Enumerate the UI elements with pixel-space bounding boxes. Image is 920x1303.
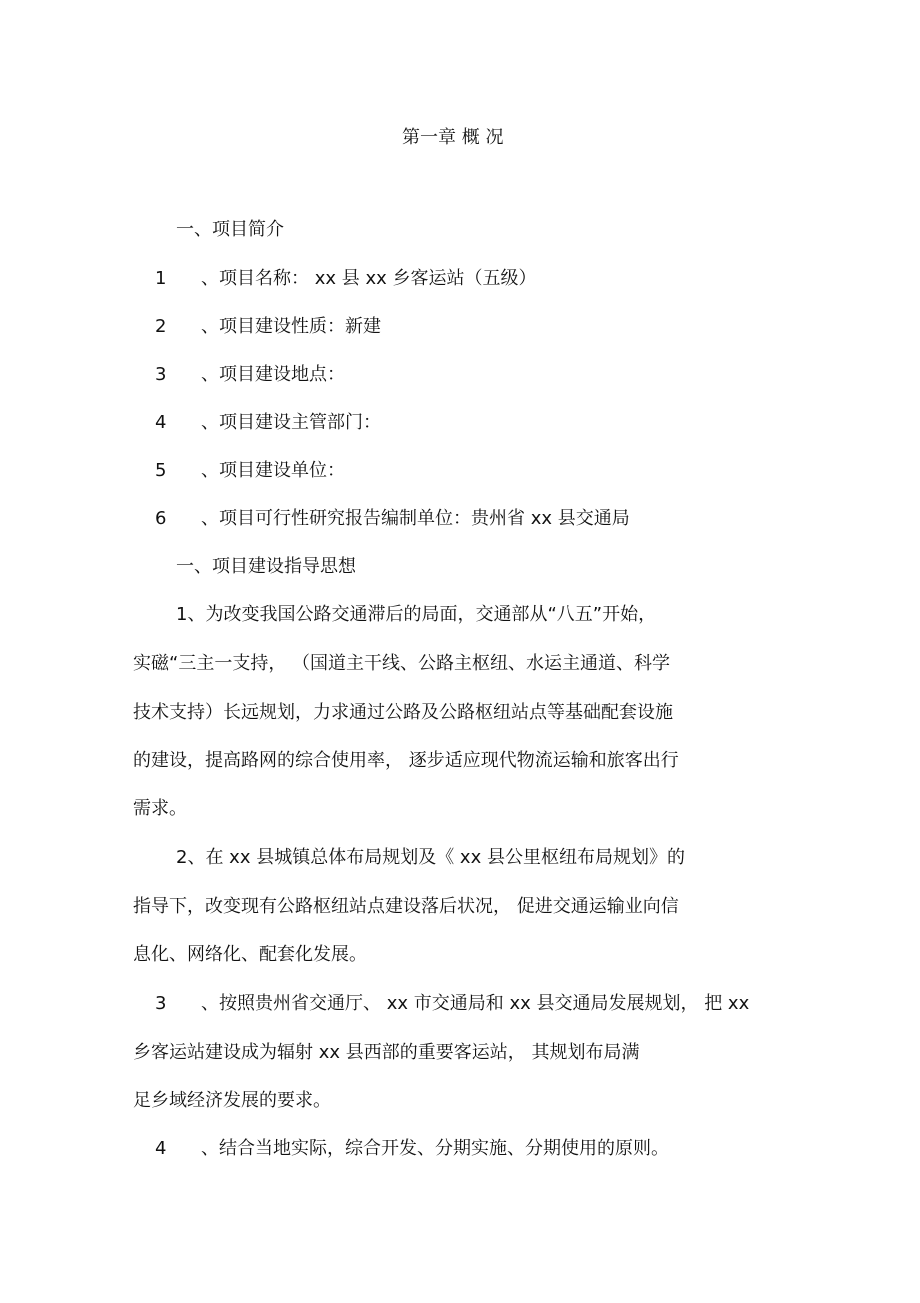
item-number: 5 (155, 460, 167, 481)
item-number: 3 (155, 993, 167, 1014)
item-text: 、项目建设地点： (201, 364, 345, 385)
section-heading-intro: 一、项目简介 (176, 219, 284, 240)
paragraph-1-line-3: 技术支持）长远规划，力求通过公路及公路枢纽站点等基础配套设施 (133, 702, 673, 723)
item-number: 3 (155, 364, 167, 385)
list-item (155, 507, 630, 531)
item-number: 6 (155, 508, 167, 529)
item-number: 4 (155, 1138, 167, 1159)
list-item (155, 363, 345, 387)
chapter-title: 第一章 概 况 (402, 127, 504, 148)
list-item (155, 411, 381, 435)
list-item (155, 459, 345, 483)
paragraph-3-line-1 (155, 992, 749, 1016)
item-text: 、项目建设单位： (201, 460, 345, 481)
item-number: 2 (155, 316, 167, 337)
item-number: 1 (155, 268, 167, 289)
item-number: 4 (155, 412, 167, 433)
paragraph-3-text: 、按照贵州省交通厅、 xx 市交通局和 xx 县交通局发展规划， 把 xx (201, 993, 750, 1014)
item-text: 、项目名称： xx 县 xx 乡客运站（五级） (201, 268, 537, 289)
paragraph-4-text: 、结合当地实际，综合开发、分期实施、分期使用的原则。 (201, 1138, 669, 1159)
item-text: 、项目可行性研究报告编制单位：贵州省 xx 县交通局 (201, 508, 630, 529)
list-item (155, 267, 537, 291)
paragraph-2-line-2: 指导下，改变现有公路枢纽站点建设落后状况， 促进交通运输业向信 (133, 896, 679, 917)
list-item (155, 315, 381, 339)
item-text: 、项目建设主管部门： (201, 412, 381, 433)
paragraph-3-line-2: 乡客运站建设成为辐射 xx 县西部的重要客运站， 其规划布局满 (133, 1042, 640, 1063)
paragraph-2-line-1: 2、在 xx 县城镇总体布局规划及《 xx 县公里枢纽布局规划》的 (176, 847, 685, 868)
item-text: 、项目建设性质：新建 (201, 316, 381, 337)
paragraph-1-line-1: 1、为改变我国公路交通滞后的局面，交通部从“八五”开始， (176, 604, 657, 625)
paragraph-1-line-4: 的建设，提高路网的综合使用率， 逐步适应现代物流运输和旅客出行 (133, 750, 679, 771)
paragraph-2-line-3: 息化、网络化、配套化发展。 (133, 944, 367, 965)
paragraph-1-line-2: 实磁“三主一支持， （国道主干线、公路主枢纽、水运主通道、科学 (133, 653, 671, 674)
section-heading-guidance: 一、项目建设指导思想 (176, 556, 356, 577)
paragraph-1-line-5: 需求。 (133, 798, 187, 819)
paragraph-3-line-3: 足乡域经济发展的要求。 (133, 1090, 331, 1111)
paragraph-4-line-1 (155, 1137, 669, 1161)
